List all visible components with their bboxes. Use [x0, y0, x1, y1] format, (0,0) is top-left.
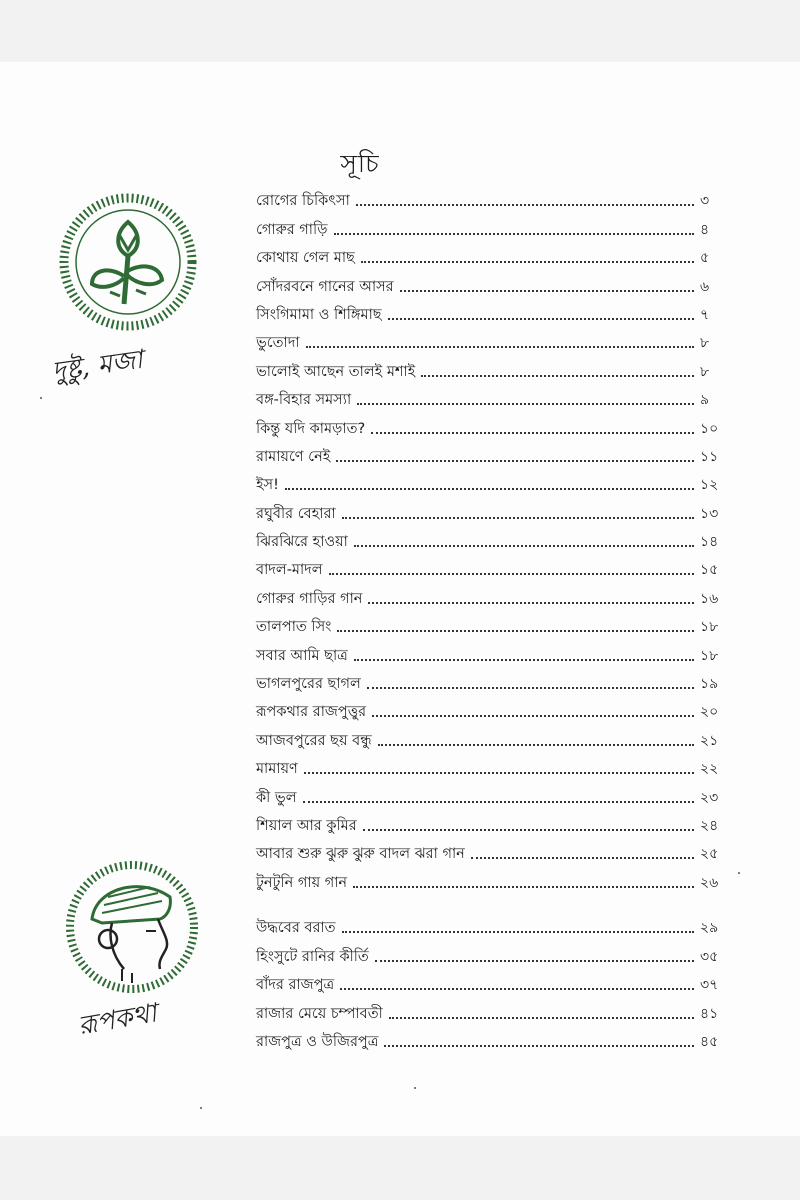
toc-entry-title: আজবপুরের ছয় বন্ধু: [256, 732, 372, 749]
toc-entry: [256, 438, 726, 466]
toc-entry-title: সবার আমি ছাত্র: [256, 647, 348, 664]
toc-entry: [256, 863, 726, 891]
section-heading-fairytale: রূপকথা: [75, 998, 159, 1042]
dot-leader: [368, 601, 694, 604]
toc-entry: [256, 466, 726, 494]
toc-entry-page-number: ১৩: [700, 505, 719, 522]
dot-leader: [285, 487, 694, 490]
dot-leader: [340, 987, 694, 990]
dot-leader: [342, 516, 694, 519]
toc-entry-title: বাদল-মাদল: [256, 562, 323, 579]
dot-leader: [306, 345, 694, 348]
toc-entry: [256, 210, 726, 238]
toc-entry: [256, 381, 726, 409]
toc-entry: [256, 523, 726, 551]
toc-entry-page-number: ২৬: [700, 874, 719, 891]
toc-entry-page-number: ৩: [700, 193, 710, 210]
toc-entry-page-number: ১৯: [700, 676, 719, 693]
toc-entry: [256, 937, 726, 965]
toc-entry: [256, 909, 726, 937]
dot-leader: [334, 232, 694, 235]
toc-entry-title: রাজার মেয়ে চম্পাবতী: [256, 1005, 383, 1022]
paper-speck: [200, 1107, 202, 1109]
toc-entry-title: কী ভুল: [256, 789, 297, 806]
paper-speck: [414, 1087, 416, 1089]
dot-leader: [354, 658, 694, 661]
toc-entry: [256, 551, 726, 579]
toc-entry-page-number: ১৮: [700, 647, 719, 664]
dot-leader: [378, 743, 694, 746]
toc-entry-page-number: ১০: [700, 420, 719, 437]
toc-entry: [256, 409, 726, 437]
section-heading-funny: দুষ্টু, মজা: [50, 344, 145, 388]
toc-entry-page-number: ৪৫: [700, 1033, 719, 1050]
toc-entry-page-number: ২৫: [700, 846, 719, 863]
dot-leader: [400, 289, 694, 292]
toc-entry-title: রাজপুত্র ও উজিরপুত্র: [256, 1033, 379, 1050]
toc-entry-title: সিংগিমামা ও শিঙ্গিমাছ: [256, 306, 382, 323]
toc-entry-title: রূপকথার রাজপুত্তুর: [256, 704, 367, 721]
dot-leader: [303, 800, 694, 803]
toc-entry-title: ঝিরঝিরে হাওয়া: [256, 534, 348, 551]
paper-speck: [40, 397, 42, 399]
toc-entry-page-number: ২১: [700, 732, 719, 749]
toc-entry-title: বঙ্গ-বিহার সমস্যা: [256, 392, 352, 409]
toc-entry-page-number: ৯: [700, 392, 710, 409]
portrait-emblem-icon: [62, 857, 202, 1001]
dot-leader: [384, 1044, 694, 1047]
toc-entry: [256, 750, 726, 778]
toc-entry-title: ইস!: [256, 477, 279, 494]
toc-entry-title: হিংসুটে রানির কীর্তি: [256, 948, 369, 965]
dot-leader: [361, 260, 694, 263]
toc-entry-page-number: ৭: [700, 306, 710, 323]
flower-emblem-icon: [58, 192, 198, 336]
toc-entry: [256, 352, 726, 380]
dot-leader: [367, 686, 694, 689]
toc-entry-page-number: ১৫: [700, 562, 719, 579]
toc-entry-page-number: ১২: [700, 477, 719, 494]
toc-entry-title: তালপাত সিং: [256, 619, 332, 636]
toc-entry-title: রোগের চিকিৎসা: [256, 193, 350, 210]
dot-leader: [421, 374, 694, 377]
dot-leader: [356, 203, 694, 206]
toc-entry-title: ভালোই আছেন তালই মশাই: [256, 363, 416, 380]
toc-entry: [256, 693, 726, 721]
page-title: সূচি: [340, 149, 380, 178]
toc-entry-page-number: ১৪: [700, 534, 719, 551]
toc-entry-title: উদ্ধবের বরাত: [256, 920, 336, 937]
dot-leader: [329, 572, 694, 575]
dot-leader: [342, 930, 694, 933]
toc-entry-page-number: ২৪: [700, 817, 719, 834]
toc-entry: [256, 778, 726, 806]
toc-entry-page-number: ২০: [700, 704, 719, 721]
toc-entry: [256, 494, 726, 522]
toc-entry: [256, 182, 726, 210]
toc-entry: [256, 721, 726, 749]
dot-leader: [353, 885, 694, 888]
toc-entry-title: গোরুর গাড়ি: [256, 221, 328, 238]
toc-entry-title: ভাগলপুরের ছাগল: [256, 676, 361, 693]
dot-leader: [389, 1016, 694, 1019]
dot-leader: [354, 544, 694, 547]
toc-entry: [256, 608, 726, 636]
dot-leader: [371, 431, 694, 434]
toc-entry-page-number: ৮: [700, 335, 710, 352]
toc-entry-title: গোরুর গাড়ির গান: [256, 590, 363, 607]
dot-leader: [336, 459, 694, 462]
toc-entry: [256, 994, 726, 1022]
toc-entry-page-number: ৩৭: [700, 977, 719, 994]
dot-leader: [304, 771, 694, 774]
toc-entry-page-number: ২৩: [700, 789, 719, 806]
toc-list-section-1: [256, 182, 726, 892]
toc-entry-title: রঘুবীর বেহারা: [256, 505, 336, 522]
dot-leader: [388, 317, 694, 320]
toc-entry: [256, 636, 726, 664]
dot-leader: [363, 828, 694, 831]
toc-entry-page-number: ৫: [700, 250, 710, 267]
toc-entry: [256, 296, 726, 324]
book-page: [0, 62, 800, 1136]
toc-entry-page-number: ১১: [700, 448, 719, 465]
toc-entry-page-number: ৪: [700, 221, 710, 238]
toc-entry: [256, 1023, 726, 1051]
toc-entry-title: শিয়াল আর কুমির: [256, 817, 357, 834]
toc-list-section-2: [256, 909, 726, 1051]
dot-leader: [375, 959, 694, 962]
toc-entry-title: টুনটুনি গায় গান: [256, 874, 348, 891]
toc-entry-page-number: ১৬: [700, 590, 719, 607]
dot-leader: [337, 629, 694, 632]
dot-leader: [357, 402, 694, 405]
toc-entry: [256, 807, 726, 835]
paper-speck: [738, 872, 740, 874]
toc-entry-title: কোথায় গেল মাছ: [256, 250, 355, 267]
toc-entry: [256, 324, 726, 352]
toc-entry-page-number: ৬: [700, 278, 710, 295]
toc-entry: [256, 267, 726, 295]
toc-entry-page-number: ৩৫: [700, 948, 719, 965]
toc-entry-page-number: ২৯: [700, 920, 719, 937]
toc-entry-page-number: ২২: [700, 761, 719, 778]
toc-entry-title: কিন্তু যদি কামড়াত?: [256, 420, 366, 437]
toc-entry-page-number: ৪১: [700, 1005, 719, 1022]
toc-entry-page-number: ১৮: [700, 619, 719, 636]
toc-entry-page-number: ৮: [700, 363, 710, 380]
dot-leader: [471, 856, 694, 859]
toc-entry-title: রামায়ণে নেই: [256, 448, 331, 465]
toc-entry: [256, 665, 726, 693]
toc-entry-title: সোঁদরবনে গানের আসর: [256, 278, 394, 295]
toc-entry: [256, 966, 726, 994]
toc-entry-title: ভুতোদা: [256, 335, 300, 352]
toc-entry-title: বাঁদর রাজপুত্র: [256, 977, 335, 994]
toc-entry: [256, 579, 726, 607]
toc-entry: [256, 835, 726, 863]
dot-leader: [372, 714, 694, 717]
toc-entry: [256, 239, 726, 267]
toc-entry-title: আবার শুরু ঝুরু ঝুরু বাদল ঝরা গান: [256, 846, 465, 863]
toc-entry-title: মামায়ণ: [256, 761, 298, 778]
